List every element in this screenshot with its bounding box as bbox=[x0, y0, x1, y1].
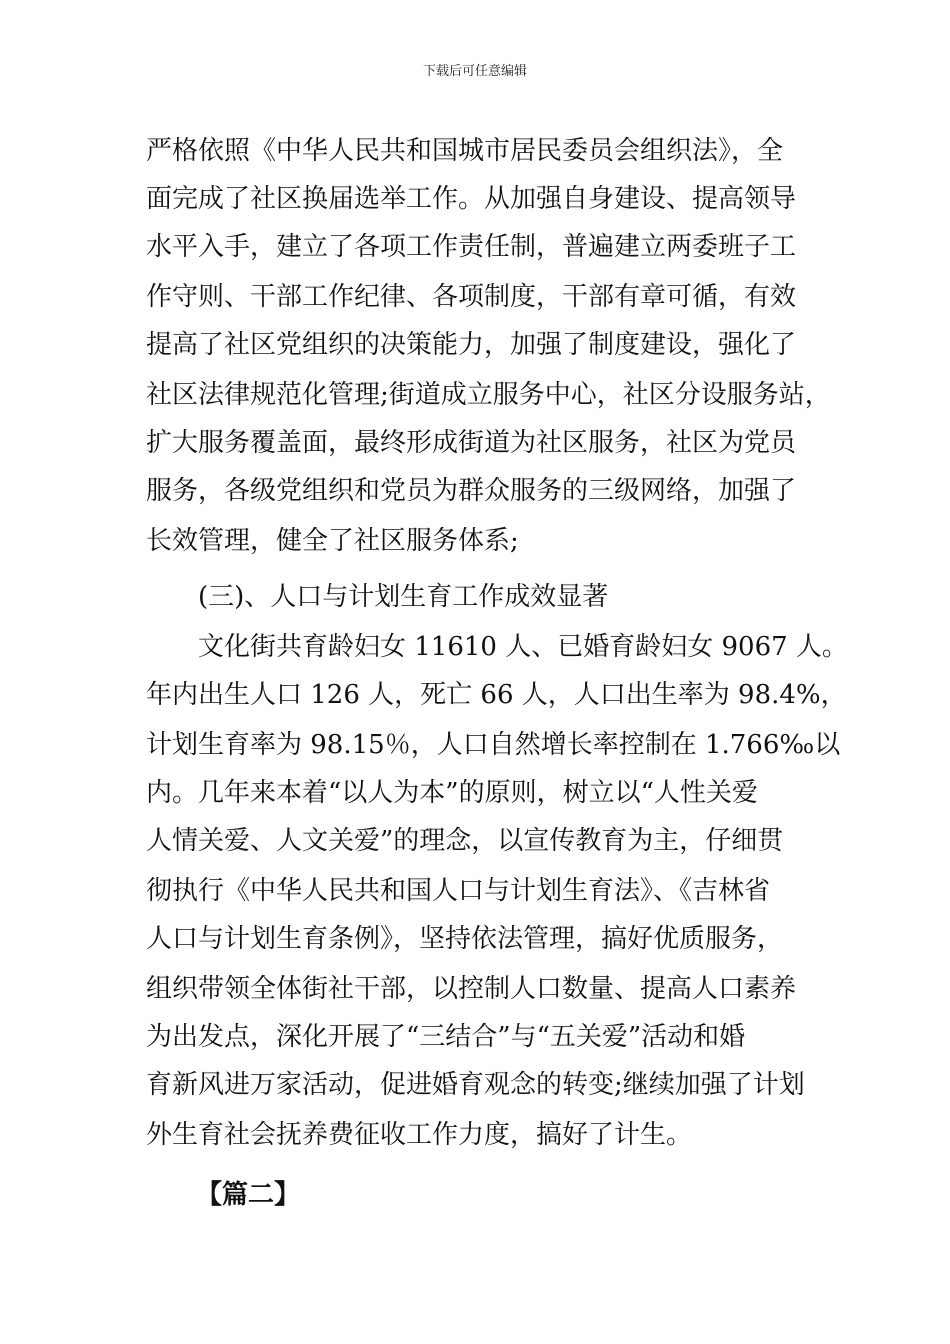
text-line: 提高了社区党组织的决策能力，加强了制度建设，强化了 bbox=[146, 330, 797, 360]
text-line: 年内出生人口 126 人，死亡 66 人，人口出生率为 98.4%， bbox=[146, 680, 847, 710]
text-line: 为出发点，深化开展了“三结合”与“五关爱”活动和婚 bbox=[146, 1022, 746, 1052]
text-line: 育新风进万家活动，促进婚育观念的转变;继续加强了计划 bbox=[146, 1070, 805, 1100]
text-line: 水平入手，建立了各项工作责任制，普遍建立两委班子工 bbox=[146, 232, 797, 262]
text-line: 文化街共育龄妇女 11610 人、已婚育龄妇女 9067 人。 bbox=[198, 632, 848, 662]
subsection-heading: (三)、人口与计划生育工作成效显著 bbox=[198, 582, 609, 612]
text-line: 面完成了社区换届选举工作。从加强自身建设、提高领导 bbox=[146, 184, 797, 214]
text-line: 作守则、干部工作纪律、各项制度，干部有章可循，有效 bbox=[146, 282, 797, 312]
text-line: 社区法律规范化管理;街道成立服务中心，社区分设服务站， bbox=[146, 380, 831, 410]
text-line: 人情关爱、人文关爱”的理念，以宣传教育为主，仔细贯 bbox=[146, 826, 784, 856]
text-line: 扩大服务覆盖面，最终形成街道为社区服务，社区为党员 bbox=[146, 428, 797, 458]
text-line: 计划生育率为 98.15％，人口自然增长率控制在 1.766‰以 bbox=[146, 730, 841, 760]
page-header-note: 下载后可任意编辑 bbox=[422, 64, 527, 79]
text-line: 内。几年来本着“以人为本”的原则，树立以“人性关爱 bbox=[146, 778, 758, 808]
text-line: 组织带领全体街社干部，以控制人口数量、提高人口素养 bbox=[146, 974, 797, 1004]
text-line: 长效管理，健全了社区服务体系; bbox=[146, 526, 519, 556]
text-line: 人口与计划生育条例》，坚持依法管理，搞好优质服务， bbox=[146, 924, 784, 954]
text-line: 服务，各级党组织和党员为群众服务的三级网络，加强了 bbox=[146, 476, 797, 506]
section-heading: 【篇二】 bbox=[196, 1180, 301, 1210]
text-line: 外生育社会抚养费征收工作力度，搞好了计生。 bbox=[146, 1120, 693, 1150]
text-line: 严格依照《中华人民共和国城市居民委员会组织法》，全 bbox=[146, 136, 784, 166]
text-line: 彻执行《中华人民共和国人口与计划生育法》、《吉林省 bbox=[146, 876, 771, 906]
